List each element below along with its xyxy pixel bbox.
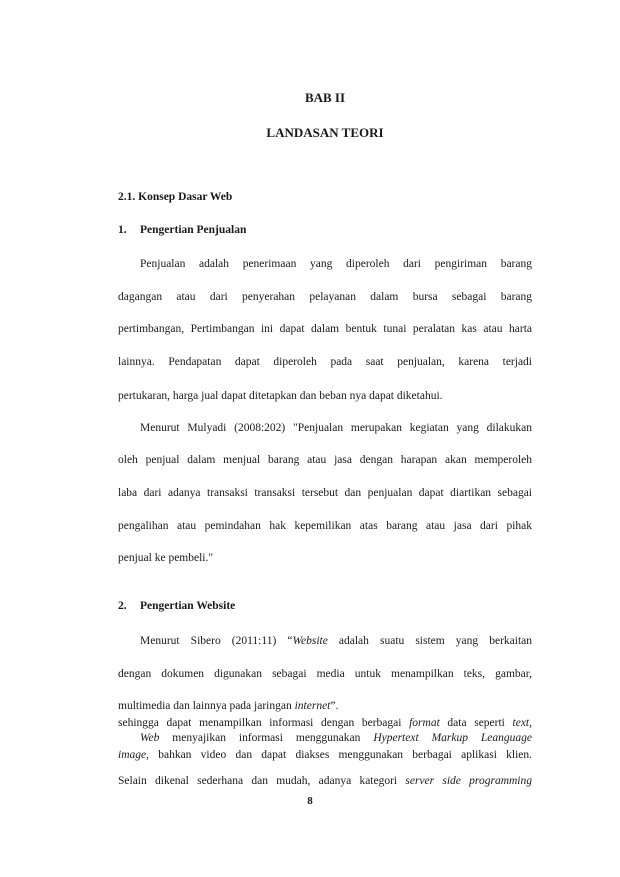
paragraph-line: Menurut Sibero (2011:11) “Website adalah suatu sistem yang berkaitan	[140, 635, 533, 647]
paragraph-line: oleh penjual dalam menjual barang atau jasa dengan harapan akan memperoleh	[118, 454, 532, 466]
paragraph-line: image, bahkan video dan dapat diakses menggunakan berbagai aplikasi klien.	[118, 749, 532, 761]
section-title: 2.1. Konsep Dasar Web	[118, 191, 233, 203]
subsection-title-website	[118, 600, 235, 612]
chapter-label: BAB II	[304, 90, 346, 105]
paragraph-line: laba dari adanya transaksi transaksi tersebut dan penjualan dapat diartikan sebagai	[118, 487, 532, 499]
chapter-title: LANDASAN TEORI	[266, 125, 384, 140]
paragraph-line: lainnya. Pendapatan dapat diperoleh pada saat penjualan, karena terjadi	[118, 356, 532, 368]
subsection-number: 1.	[118, 224, 127, 236]
paragraph-line: Web menyajikan informasi menggunakan Hypertext Markup Leanguage	[140, 732, 533, 744]
paragraph-line: dagangan atau dari penyerahan pelayanan dalam bursa sebagai barang	[118, 291, 532, 303]
subsection-title-text: Pengertian Penjualan	[140, 224, 247, 236]
subsection-number: 2.	[118, 600, 127, 612]
paragraph-line: pertukaran, harga jual dapat ditetapkan dan beban nya dapat diketahui.	[118, 390, 443, 402]
paragraph-line: dengan dokumen digunakan sebagai media untuk menampilkan teks, gambar,	[118, 668, 532, 680]
paragraph-line: sehingga dapat menampilkan informasi dengan berbagai format data seperti text,	[118, 717, 532, 729]
subsection-title-text: Pengertian Website	[140, 600, 236, 612]
paragraph-line: Selain dikenal sederhana dan mudah, adanya kategori server side programming	[118, 775, 532, 787]
paragraph-line: penjual ke pembeli."	[118, 552, 214, 564]
subsection-title-penjualan	[118, 224, 246, 236]
paragraph-line: pertimbangan, Pertimbangan ini dapat dalam bentuk tunai peralatan kas atau harta	[118, 323, 532, 335]
paragraph-line: Penjualan adalah penerimaan yang diperoleh dari pengiriman barang	[140, 258, 532, 270]
paragraph-line: multimedia dan lainnya pada jaringan internet”.	[118, 700, 339, 712]
page-number: 8	[307, 795, 313, 807]
paragraph-line: pengalihan atau pemindahan hak kepemilikan atas barang atau jasa dari pihak	[118, 520, 532, 532]
paragraph-line: Menurut Mulyadi (2008:202) "Penjualan merupakan kegiatan yang dilakukan	[140, 422, 532, 434]
